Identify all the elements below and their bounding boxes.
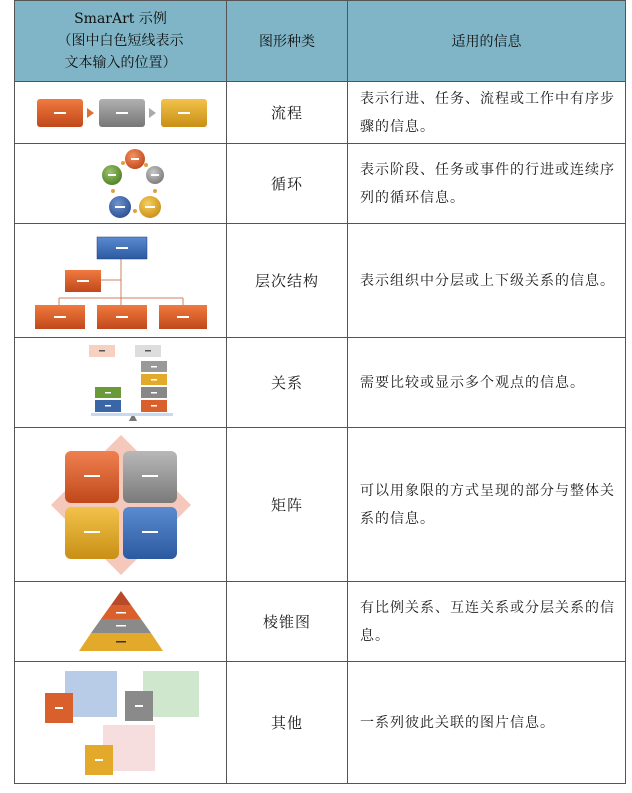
- header-info: 适用的信息: [348, 1, 626, 82]
- table-row: [15, 144, 626, 224]
- table-row: [15, 428, 626, 582]
- row-desc: 一系列彼此关联的图片信息。: [348, 662, 626, 784]
- smartart-table: [14, 0, 626, 784]
- header-sample-line-2: （图中白色短线表示: [57, 33, 184, 49]
- hierarchy-diagram: [15, 224, 227, 338]
- header-sample: [15, 1, 227, 82]
- row-type: 棱锥图: [227, 582, 348, 662]
- row-type: 关系: [227, 338, 348, 428]
- header-row: [15, 1, 626, 82]
- table-row: [15, 338, 626, 428]
- row-desc: 需要比较或显示多个观点的信息。: [348, 338, 626, 428]
- row-desc: 表示行进、任务、流程或工作中有序步骤的信息。: [348, 82, 626, 144]
- header-sample-line-1: SmarArt 示例: [74, 11, 167, 27]
- row-desc: 表示阶段、任务或事件的行进或连续序列的循环信息。: [348, 144, 626, 224]
- row-type: 其他: [227, 662, 348, 784]
- header-type: 图形种类: [227, 1, 348, 82]
- cycle-diagram: [15, 144, 227, 224]
- row-type: 层次结构: [227, 224, 348, 338]
- header-sample-line-3: 文本输入的位置）: [64, 55, 177, 71]
- row-desc: 表示组织中分层或上下级关系的信息。: [348, 224, 626, 338]
- table-row: [15, 82, 626, 144]
- row-type: 矩阵: [227, 428, 348, 582]
- row-type: 循环: [227, 144, 348, 224]
- process-diagram: [15, 82, 227, 144]
- picture-diagram: [15, 662, 227, 784]
- row-desc: 有比例关系、互连关系或分层关系的信息。: [348, 582, 626, 662]
- matrix-diagram: [15, 428, 227, 582]
- pyramid-diagram: [15, 582, 227, 662]
- row-type: 流程: [227, 82, 348, 144]
- table-row: [15, 582, 626, 662]
- table-row: [15, 224, 626, 338]
- table-row: [15, 662, 626, 784]
- relationship-diagram: [15, 338, 227, 428]
- row-desc: 可以用象限的方式呈现的部分与整体关系的信息。: [348, 428, 626, 582]
